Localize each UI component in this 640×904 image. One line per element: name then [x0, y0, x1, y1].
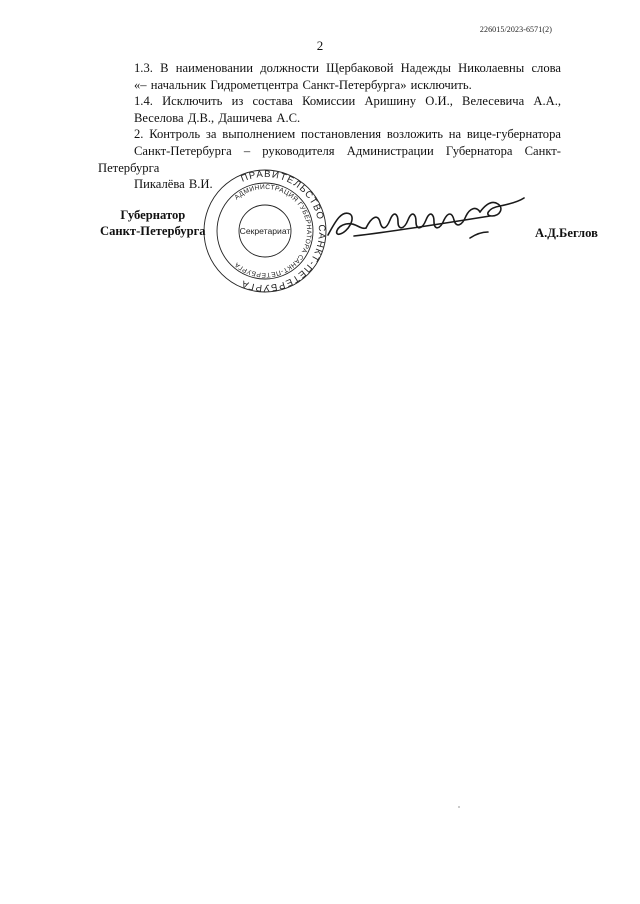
signatory-title-line: Губернатор: [120, 208, 186, 222]
signatory-title-line: Санкт-Петербурга: [100, 224, 206, 238]
document-registration-number: 226015/2023-6571(2): [479, 25, 552, 34]
handwritten-signature: [320, 190, 530, 250]
paragraph-1-3: [98, 60, 561, 93]
seal-center-text: Секретариат: [239, 226, 291, 236]
page-number: 2: [316, 38, 324, 53]
paragraph-line: 2. Контроль за выполнением постановления возложить на вице-губернатора: [134, 127, 561, 142]
paragraph-1-4: [98, 93, 561, 126]
paragraph-line: Пикалёва В.И.: [134, 177, 213, 192]
official-seal: [202, 168, 328, 294]
paragraph-2: [98, 126, 561, 192]
seal-outer-text: ПРАВИТЕЛЬСТВО САНКТ-ПЕТЕРБУРГА: [239, 168, 328, 294]
scan-artifact: [458, 806, 460, 808]
paragraph-line: 1.3. В наименовании должности Щербаковой Надежды Николаевны слова: [134, 61, 561, 75]
seal-inner-text: АДМИНИСТРАЦИЯ ГУБЕРНАТОРА САНКТ-ПЕТЕРБУРГА: [233, 183, 313, 279]
paragraph-line: 1.4. Исключить из состава Комиссии Аришину О.И., Велесевича А.А.,: [134, 94, 561, 109]
paragraph-line: Санкт-Петербурга – руководителя Администрации Губернатора Санкт-Петербурга: [98, 143, 561, 175]
document-body: [98, 60, 561, 193]
signatory-title: [100, 207, 206, 239]
signatory-name: А.Д.Беглов: [535, 226, 598, 240]
paragraph-line: Веселова Д.В., Дашичева А.С.: [134, 110, 301, 125]
paragraph-line: «– начальник Гидрометцентра Санкт-Петербурга» исключить.: [134, 77, 472, 92]
